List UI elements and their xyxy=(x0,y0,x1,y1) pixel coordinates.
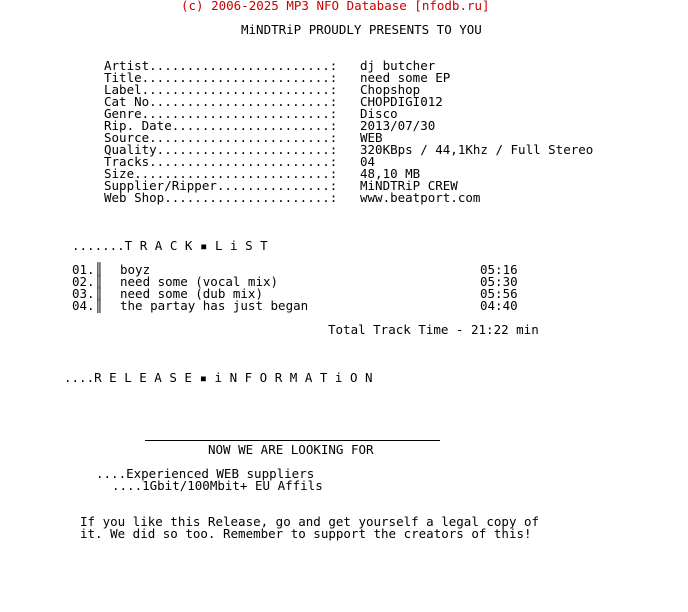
track-number: 02. xyxy=(72,274,95,289)
track-time: 05:30 xyxy=(480,274,518,289)
nfodb-header: (c) 2006-2025 MP3 NFO Database [nfodb.ru] xyxy=(181,0,490,13)
track-separator-glyph: ║ xyxy=(95,262,103,277)
track-title: the partay has just began xyxy=(120,298,309,313)
track-separator-glyph: ║ xyxy=(95,274,103,289)
tracklist-heading: .......T R A C K ▪ L i S T xyxy=(72,238,268,253)
info-key-supplier: Supplier/Ripper...............: xyxy=(104,178,338,193)
release-information-heading: ....R E L E A S E ▪ i N F O R M A T i O N xyxy=(64,370,373,385)
info-value-tracks: 04 xyxy=(360,154,376,169)
looking-for-heading: NOW WE ARE LOOKING FOR xyxy=(208,442,374,457)
divider-line xyxy=(145,440,440,441)
info-value-artist: dj butcher xyxy=(360,58,436,73)
track-time: 04:40 xyxy=(480,298,518,313)
info-key-source: Source........................: xyxy=(104,130,338,145)
presents-line: MiNDTRiP PROUDLY PRESENTS TO YOU xyxy=(241,22,482,37)
info-value-supplier: MiNDTRiP CREW xyxy=(360,178,458,193)
closing-line-1: If you like this Release, go and get yourself a legal copy of xyxy=(80,514,540,529)
info-value-quality: 320KBps / 44,1Khz / Full Stereo xyxy=(360,142,594,157)
info-key-label: Label.........................: xyxy=(104,82,338,97)
info-key-quality: Quality.......................: xyxy=(104,142,338,157)
track-number: 03. xyxy=(72,286,95,301)
track-separator-glyph: ║ xyxy=(95,298,103,313)
track-time: 05:56 xyxy=(480,286,518,301)
info-value-label: Chopshop xyxy=(360,82,421,97)
track-time: 05:16 xyxy=(480,262,518,277)
info-key-artist: Artist........................: xyxy=(104,58,338,73)
info-value-genre: Disco xyxy=(360,106,398,121)
info-key-cat-no: Cat No........................: xyxy=(104,94,338,109)
info-key-size: Size..........................: xyxy=(104,166,338,181)
track-number: 01. xyxy=(72,262,95,277)
info-value-size: 48,10 MB xyxy=(360,166,421,181)
info-key-title: Title.........................: xyxy=(104,70,338,85)
track-title: boyz xyxy=(120,262,151,277)
closing-line-2: it. We did so too. Remember to support the creators of this! xyxy=(80,526,532,541)
info-key-tracks: Tracks........................: xyxy=(104,154,338,169)
track-title: need some (vocal mix) xyxy=(120,274,279,289)
info-value-source: WEB xyxy=(360,130,383,145)
track-title: need some (dub mix) xyxy=(120,286,263,301)
info-key-genre: Genre.........................: xyxy=(104,106,338,121)
info-value-rip-date: 2013/07/30 xyxy=(360,118,436,133)
info-key-rip-date: Rip. Date.....................: xyxy=(104,118,338,133)
wanted-affils: ....1Gbit/100Mbit+ EU Affils xyxy=(112,478,323,493)
info-key-web-shop: Web Shop......................: xyxy=(104,190,338,205)
info-value-web-shop: www.beatport.com xyxy=(360,190,481,205)
track-separator-glyph: ║ xyxy=(95,286,103,301)
total-track-time: Total Track Time - 21:22 min xyxy=(328,322,539,337)
info-value-title: need some EP xyxy=(360,70,451,85)
track-number: 04. xyxy=(72,298,95,313)
info-value-cat-no: CHOPDIGI012 xyxy=(360,94,443,109)
wanted-web-suppliers: ....Experienced WEB suppliers xyxy=(96,466,315,481)
